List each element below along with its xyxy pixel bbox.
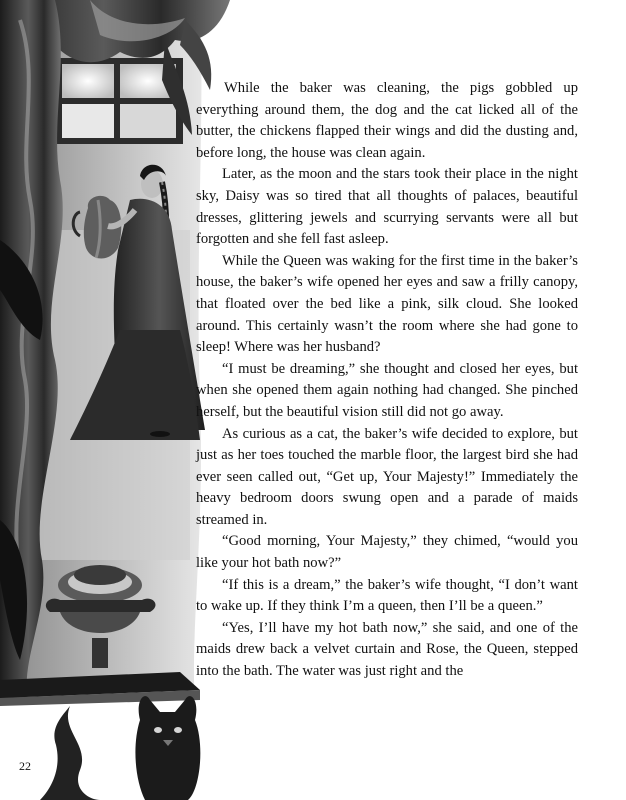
paragraph: “I must be dreaming,” she thought and closed her eyes, but when she opened them again nothing had changed. She pinched herself, but the beautiful vision still did not go away. [196,360,578,420]
page-number: 22 [19,759,31,773]
cat [135,696,200,800]
paragraph: “Yes, I’ll have my hot bath now,” she said, and one of the maids drew back a velvet curtain and Rose, the Queen, stepped into the bath. The water was just right and the [196,619,578,680]
paragraph: “Good morning, Your Majesty,” they chimed, “would you like your hot bath now?” [196,533,578,572]
paragraph: “If this is a dream,” the baker’s wife thought, “I don’t want to wake up. If they think I’m a queen, then I’ll be a queen.” [196,576,578,615]
paragraph: While the Queen was waking for the first time in the baker’s house, the baker’s wife opened her eyes and saw a frilly canopy, that floated over the bed like a pink, silk cloud. She looked around. This certainly wasn’t the room where she had gone to sleep! Where was her husband? [196,252,578,356]
story-text [196,78,578,683]
paragraph: As curious as a cat, the baker’s wife decided to explore, but just as her toes touched the marble floor, the largest bird she had ever seen called out, “Get up, Your Majesty!” Immediately the heavy bedroom doors swung open and a parade of maids streamed in. [196,425,578,528]
paragraph: Later, as the moon and the stars took their place in the night sky, Daisy was so tired that all thoughts of palaces, beautiful dresses, glittering jewels and scurrying servants were all but forgotten and she fell fast asleep. [196,166,578,248]
paragraph: While the baker was cleaning, the pigs gobbled up everything around them, the dog and the cat licked all of the butter, the chickens flapped their wings and did the dusting and, before long, the house was clean again. [196,80,578,161]
